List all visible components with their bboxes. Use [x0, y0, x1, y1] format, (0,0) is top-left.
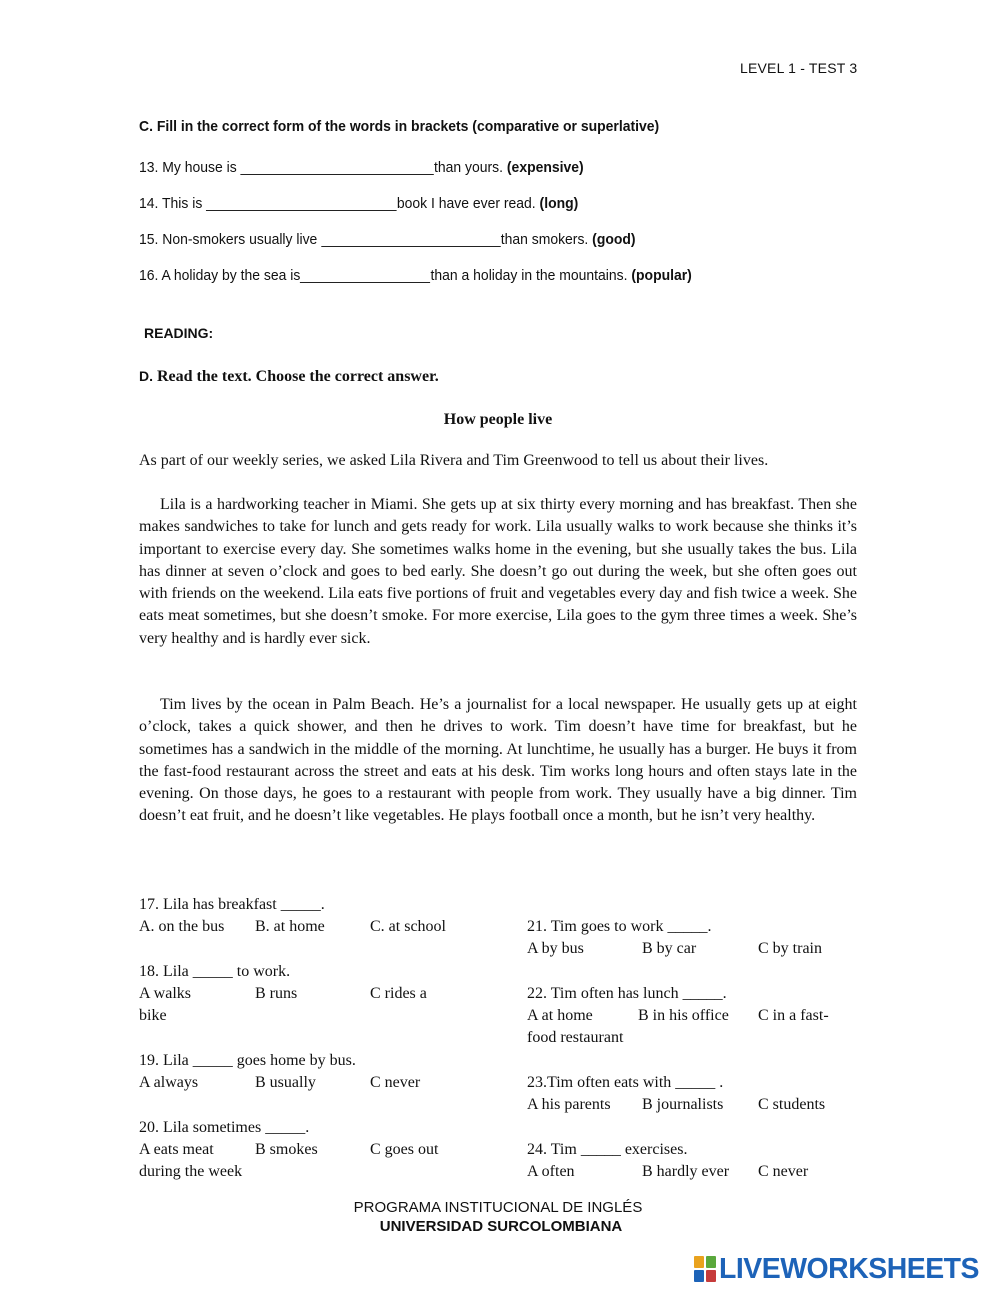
fill-item-text-before: 15. Non-smokers usually live — [139, 231, 322, 248]
paragraph-tim: Tim lives by the ocean in Palm Beach. He’s a journalist for a local newspaper. He usually gets up at eight o’clock, takes a quick shower, and then he drives to work. Tim doesn’t have time for breakfast, but he sometimes has a sandwich in the middle of the morning. At lunchtime, he usually has a burger. He buys it from the fast-food restaurant across the street and eats at his desk. Tim works long hours and often stays late in the evening. On those days, he goes to a restaurant with people from work. They usually have a big dinner. Tim doesn’t eat fruit, and he doesn’t like vegetables. He plays football once a month, but he isn’t very healthy. — [139, 696, 857, 825]
fill-item-text-after: than smokers. — [500, 231, 593, 248]
option-a[interactable]: A his parents — [527, 1096, 611, 1113]
answer-blank[interactable] — [300, 268, 430, 283]
option-b[interactable]: B by car — [642, 940, 697, 957]
question-18-stem: 18. Lila _____ to work. — [139, 963, 291, 980]
option-a[interactable]: A often — [527, 1163, 575, 1180]
option-b[interactable]: B. at home — [255, 918, 325, 935]
fill-item-16 — [139, 267, 692, 284]
option-c[interactable]: C never — [758, 1163, 809, 1180]
section-d-letter: D. — [139, 368, 153, 384]
option-a[interactable]: A eats meat — [139, 1141, 214, 1158]
option-b[interactable]: B in his office — [638, 1007, 729, 1024]
answer-blank[interactable] — [321, 232, 500, 247]
option-a[interactable]: A. on the bus — [139, 918, 225, 935]
option-b[interactable]: B usually — [255, 1074, 316, 1091]
footer-program: PROGRAMA INSTITUCIONAL DE INGLÉS — [353, 1199, 643, 1216]
question-22-stem: 22. Tim often has lunch _____. — [527, 985, 727, 1002]
bracket-word: (good) — [592, 231, 636, 248]
test-level-header: LEVEL 1 - TEST 3 — [740, 60, 858, 76]
fill-item-text-before: 13. My house is — [139, 159, 241, 176]
fill-item-text-after: than a holiday in the mountains. — [430, 267, 632, 284]
fill-item-14 — [139, 195, 578, 212]
article-title: How people live — [443, 411, 553, 428]
liveworksheets-logo[interactable] — [694, 1254, 984, 1284]
option-c-continued: bike — [139, 1007, 167, 1024]
fill-item-text-before: 16. A holiday by the sea is — [139, 267, 301, 284]
option-a[interactable]: A by bus — [527, 940, 584, 957]
section-c-title: C. Fill in the correct form of the words in brackets (comparative or superlative) — [139, 118, 660, 135]
option-a[interactable]: A at home — [527, 1007, 593, 1024]
option-c[interactable]: C never — [370, 1074, 421, 1091]
section-d-title — [139, 368, 439, 386]
answer-blank[interactable] — [206, 196, 397, 211]
fill-item-text-after: book I have ever read. — [396, 195, 540, 212]
article-intro: As part of our weekly series, we asked Lila Rivera and Tim Greenwood to tell us about their lives. — [139, 452, 769, 469]
question-17-stem: 17. Lila has breakfast _____. — [139, 896, 325, 913]
question-23-stem: 23.Tim often eats with _____ . — [527, 1074, 724, 1091]
option-b[interactable]: B smokes — [255, 1141, 318, 1158]
bracket-word: (long) — [539, 195, 579, 212]
option-b[interactable]: B journalists — [642, 1096, 724, 1113]
question-24-stem: 24. Tim _____ exercises. — [527, 1141, 688, 1158]
option-a[interactable]: A walks — [139, 985, 191, 1002]
bracket-word: (expensive) — [506, 159, 584, 176]
option-b[interactable]: B hardly ever — [642, 1163, 730, 1180]
logo-text: LIVEWORKSHEETS — [719, 1252, 980, 1285]
fill-item-text-before: 14. This is — [139, 195, 207, 212]
option-c-continued: during the week — [139, 1163, 243, 1180]
option-a[interactable]: A always — [139, 1074, 199, 1091]
bracket-word: (popular) — [631, 267, 692, 284]
fill-item-text-after: than yours. — [434, 159, 507, 176]
answer-blank[interactable] — [241, 160, 434, 175]
paragraph-lila: Lila is a hardworking teacher in Miami. She gets up at six thirty every morning and has breakfast. Then she makes sandwiches to take for lunch and gets ready for work. Lila usually walks to work because she thinks it’s important to exercise every day. She sometimes walks home in the evening, but she usually takes the bus. Lila has dinner at seven o’clock and goes to bed early. She doesn’t go out during the week, but she often goes out with friends on the weekend. Lila eats five portions of fruit and vegetables every day and fish twice a week. She eats meat sometimes, but she doesn’t smoke. For more exercise, Lila goes to the gym three times a week. She’s very healthy and is hardly ever sick. — [139, 496, 857, 647]
option-c[interactable]: C students — [758, 1096, 826, 1113]
option-c-continued: food restaurant — [527, 1029, 624, 1046]
option-c[interactable]: C in a fast- — [758, 1007, 829, 1024]
liveworksheets-logo-icon — [694, 1256, 716, 1282]
option-c[interactable]: C rides a — [370, 985, 427, 1002]
option-c[interactable]: C goes out — [370, 1141, 439, 1158]
fill-item-13 — [139, 159, 584, 176]
footer-university: UNIVERSIDAD SURCOLOMBIANA — [379, 1218, 623, 1235]
fill-item-15 — [139, 231, 636, 248]
option-b[interactable]: B runs — [255, 985, 298, 1002]
question-21-stem: 21. Tim goes to work _____. — [527, 918, 712, 935]
question-20-stem: 20. Lila sometimes _____. — [139, 1119, 310, 1136]
reading-label: READING: — [144, 325, 214, 341]
option-c[interactable]: C. at school — [370, 918, 446, 935]
option-c[interactable]: C by train — [758, 940, 822, 957]
question-19-stem: 19. Lila _____ goes home by bus. — [139, 1052, 356, 1069]
section-d-instruction: Read the text. Choose the correct answer. — [153, 368, 439, 385]
